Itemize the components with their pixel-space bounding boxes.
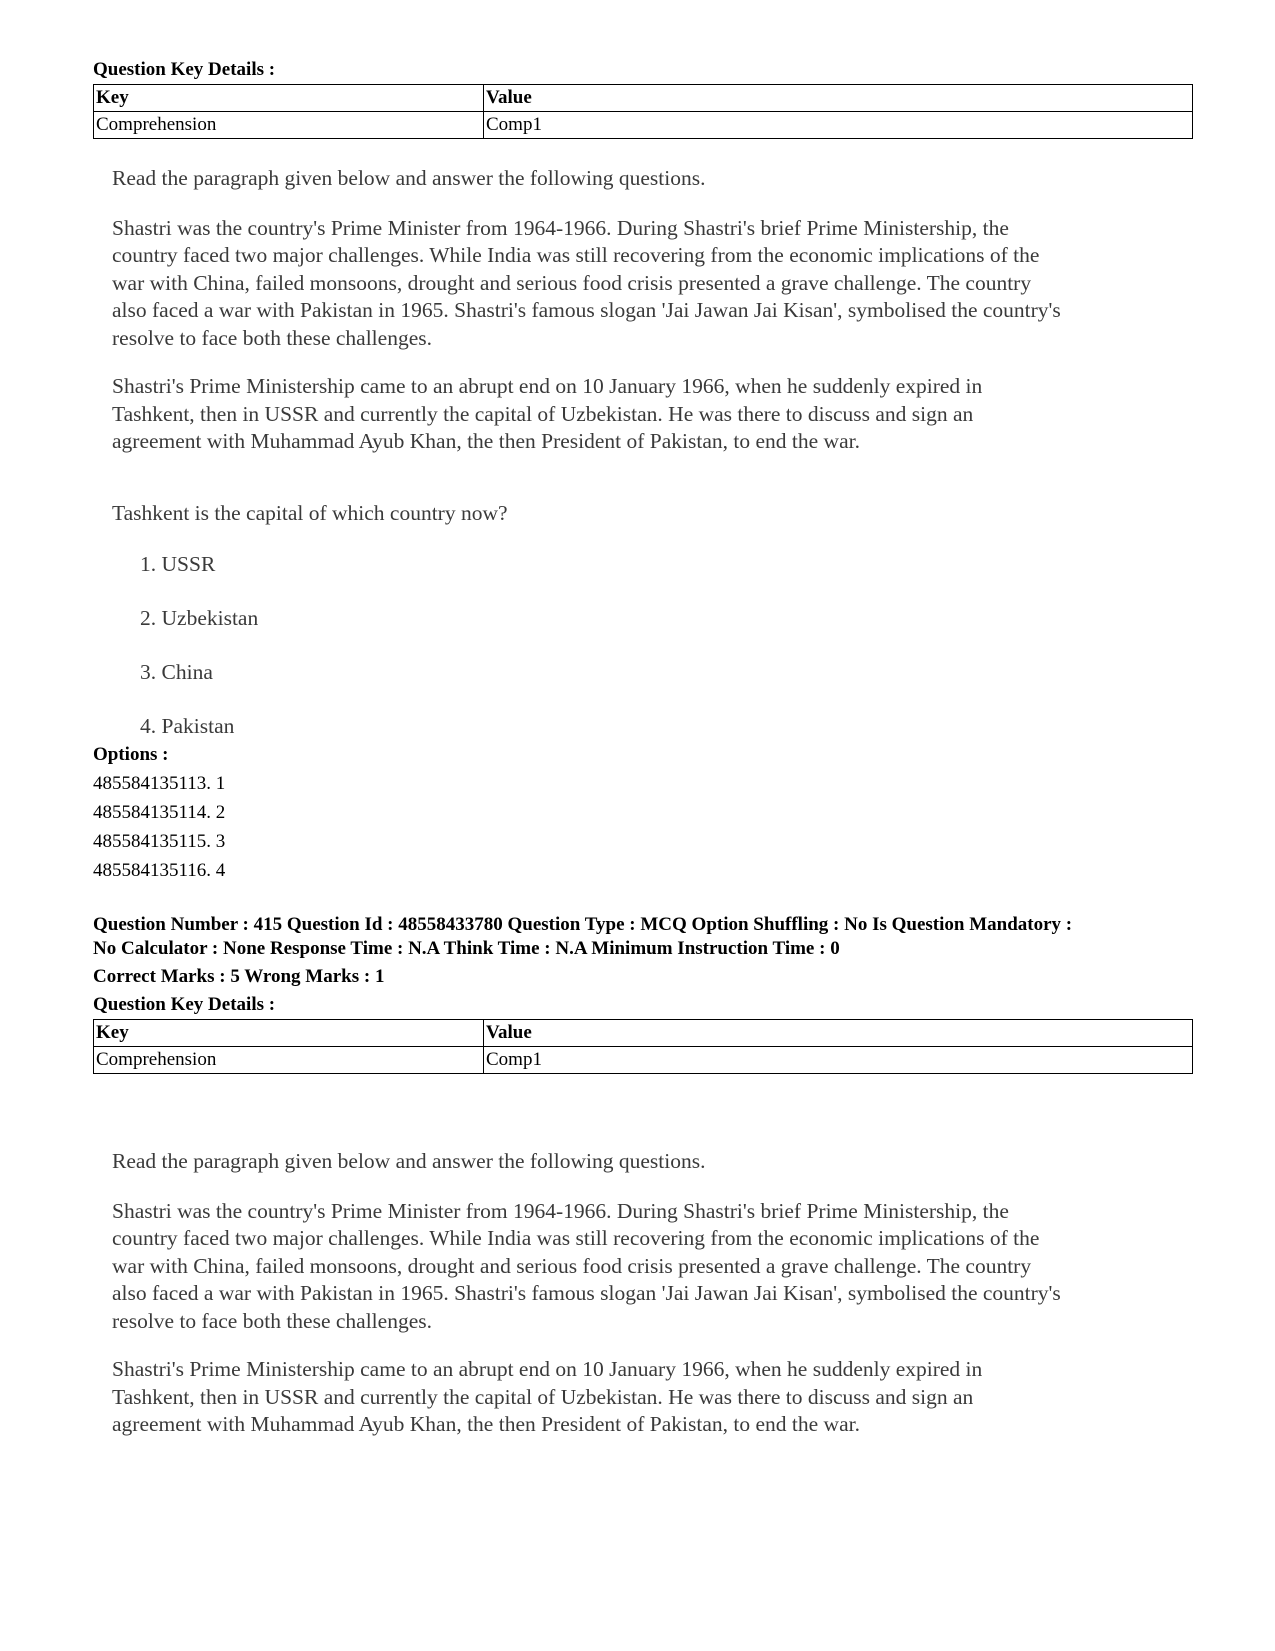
comprehension-passage-1: [112, 165, 1162, 456]
table-cell-key: Comprehension: [94, 112, 484, 139]
key-details-table: [93, 84, 1193, 139]
passage-line: Tashkent, then in USSR and currently the capital of Uzbekistan. He was there to discuss and sign an: [112, 401, 974, 426]
passage-line: resolve to face both these challenges.: [112, 1308, 432, 1333]
choice-item: 1. USSR: [140, 552, 216, 576]
table-header-key: Key: [94, 85, 484, 112]
table-cell-key: Comprehension: [94, 1047, 484, 1074]
passage-line: Shastri was the country's Prime Minister from 1964-1966. During Shastri's brief Prime Ministership, the: [112, 215, 1009, 240]
passage-line: war with China, failed monsoons, drought and serious food crisis presented a grave challenge. The country: [112, 270, 1032, 295]
passage-line: agreement with Muhammad Ayub Khan, the then President of Pakistan, to end the war.: [112, 1412, 860, 1436]
choice-item: 3. China: [140, 660, 213, 684]
options-heading: Options :: [93, 744, 169, 765]
passage-line: also faced a war with Pakistan in 1965. Shastri's famous slogan 'Jai Jawan Jai Kisan', symbolised the country's: [112, 1281, 1061, 1305]
passage-line: also faced a war with Pakistan in 1965. Shastri's famous slogan 'Jai Jawan Jai Kisan', symbolised the country's: [112, 298, 1061, 322]
choice-item: 4. Pakistan: [140, 714, 235, 738]
passage-line: Shastri's Prime Ministership came to an abrupt end on 10 January 1966, when he suddenly expired in: [112, 1357, 983, 1381]
passage-line: country faced two major challenges. While India was still recovering from the economic implications of the: [112, 1226, 1040, 1250]
question-block-1: [93, 58, 1193, 139]
passage-paragraph-2: [112, 373, 1162, 456]
question-block-2: [93, 913, 1193, 1074]
passage-line: Tashkent, then in USSR and currently the capital of Uzbekistan. He was there to discuss and sign an: [112, 1384, 974, 1409]
comprehension-passage-2: [112, 1148, 1162, 1439]
table-row: [94, 1047, 1193, 1074]
question-meta-line: No Calculator : None Response Time : N.A Think Time : N.A Minimum Instruction Time : 0: [93, 938, 840, 959]
option-item: 485584135113. 1: [93, 773, 226, 794]
table-header-key: Key: [94, 1020, 484, 1047]
table-header-value: Value: [484, 85, 1193, 112]
table-header-row: [94, 85, 1193, 112]
question-meta-line: Question Number : 415 Question Id : 48558433780 Question Type : MCQ Option Shuffling : No Is Question Mandatory :: [93, 914, 1073, 935]
passage-paragraph-1: [112, 1198, 1162, 1336]
option-item: 485584135114. 2: [93, 802, 226, 823]
table-cell-value: Comp1: [484, 112, 1193, 139]
options-section: [93, 742, 225, 885]
key-details-heading: Question Key Details :: [93, 994, 276, 1015]
passage-line: resolve to face both these challenges.: [112, 325, 432, 350]
key-details-table: [93, 1019, 1193, 1074]
question-choices: [140, 551, 258, 767]
passage-paragraph-1: [112, 215, 1162, 353]
passage-line: war with China, failed monsoons, drought and serious food crisis presented a grave challenge. The country: [112, 1253, 1032, 1278]
question-text: Tashkent is the capital of which country now?: [112, 501, 508, 525]
passage-instruction: Read the paragraph given below and answer the following questions.: [112, 1149, 706, 1173]
table-row: [94, 112, 1193, 139]
option-item: 485584135116. 4: [93, 860, 226, 881]
passage-paragraph-2: [112, 1356, 1162, 1439]
passage-line: Shastri's Prime Ministership came to an abrupt end on 10 January 1966, when he suddenly expired in: [112, 374, 983, 398]
marks-line: Correct Marks : 5 Wrong Marks : 1: [93, 966, 385, 987]
table-header-value: Value: [484, 1020, 1193, 1047]
table-cell-value: Comp1: [484, 1047, 1193, 1074]
table-header-row: [94, 1020, 1193, 1047]
option-item: 485584135115. 3: [93, 831, 226, 852]
choice-item: 2. Uzbekistan: [140, 606, 259, 630]
passage-line: Shastri was the country's Prime Minister from 1964-1966. During Shastri's brief Prime Ministership, the: [112, 1198, 1009, 1223]
passage-line: country faced two major challenges. While India was still recovering from the economic implications of the: [112, 243, 1040, 267]
key-details-heading: Question Key Details :: [93, 59, 276, 80]
passage-line: agreement with Muhammad Ayub Khan, the then President of Pakistan, to end the war.: [112, 429, 860, 453]
passage-instruction: Read the paragraph given below and answer the following questions.: [112, 166, 706, 190]
